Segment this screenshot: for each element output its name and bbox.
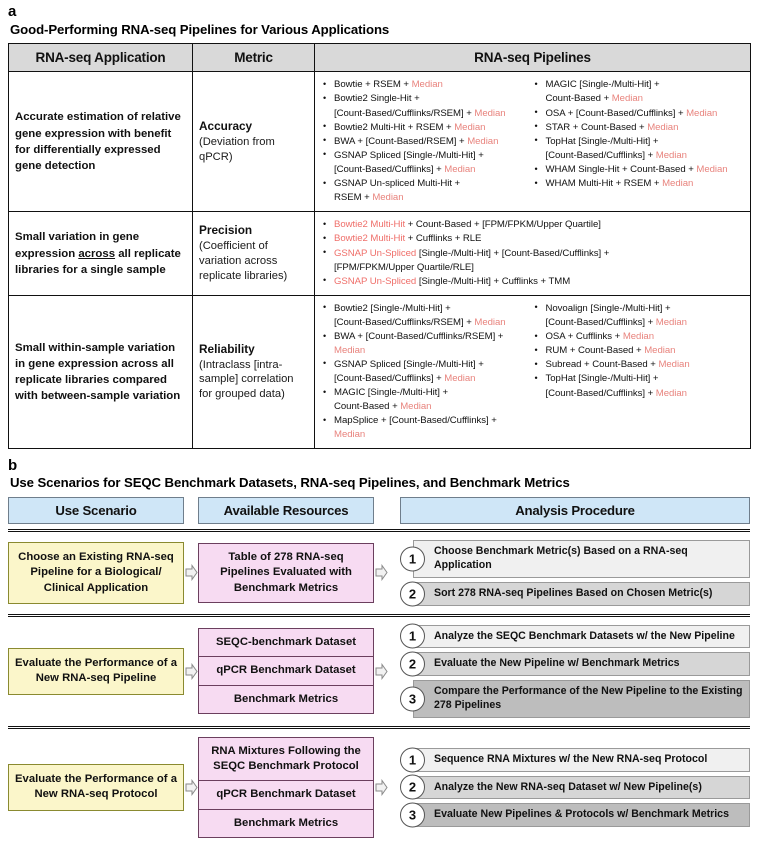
pipeline-item (321, 177, 531, 191)
scenario-box[interactable]: Evaluate the Performance of a New RNA-seq Pipeline (8, 648, 184, 695)
median-label: Median (467, 135, 499, 147)
aligner-label: Bowtie2 Multi-Hit (334, 233, 406, 245)
pipeline-item (321, 92, 531, 106)
median-label: Median (372, 192, 404, 204)
right-arrow-icon (375, 663, 388, 680)
scenario-separator (8, 726, 750, 729)
pipeline-item (321, 261, 742, 275)
pipeline-text: [Count-Based/Cufflinks] + (545, 149, 656, 161)
procedure-step[interactable] (400, 540, 750, 578)
pipeline-text: BWA + [Count-Based/Cufflinks/RSEM] + (334, 331, 504, 343)
median-label: Median (696, 164, 728, 175)
pipeline-item (533, 149, 743, 163)
column-header-use-scenario: Use Scenario (8, 497, 184, 524)
pipeline-text: MAGIC [Single-/Multi-Hit] + (545, 79, 660, 91)
step-label: Compare the Performance of the New Pipeline to the Existing 278 Pipelines (413, 680, 750, 718)
median-label: Median (474, 107, 506, 119)
pipeline-text: RSEM + (334, 192, 373, 204)
median-label: Median (655, 149, 687, 161)
resource-box[interactable]: Benchmark Metrics (199, 685, 373, 713)
right-arrow-icon (185, 564, 198, 581)
step-label: Analyze the New RNA-seq Dataset w/ New Pipeline(s) (413, 776, 750, 800)
median-label: Median (400, 401, 432, 413)
pipeline-text: [Count-Based/Cufflinks] + (545, 387, 656, 399)
aligner-label: GSNAP Un-Spliced (334, 247, 417, 259)
resources-cell (198, 543, 374, 603)
procedure-step[interactable] (400, 680, 750, 718)
scenario-separator (8, 614, 750, 617)
resource-group (198, 628, 374, 714)
scenario-box[interactable]: Evaluate the Performance of a New RNA-seq Protocol (8, 764, 184, 811)
pipeline-text: GSNAP Spliced [Single-/Multi-Hit] + (334, 149, 484, 161)
metric-cell (193, 72, 315, 212)
metric-description: (Deviation from qPCR) (199, 135, 275, 163)
pipeline-item (533, 372, 743, 386)
column-header-available-resources: Available Resources (198, 497, 374, 524)
column-header-pipelines: RNA-seq Pipelines (315, 44, 751, 72)
application-cell: Accurate estimation of relative gene expression with benefit for differentially expressed gene detection (9, 72, 193, 212)
arrow-resources-to-steps (374, 779, 388, 796)
pipeline-item (533, 78, 743, 92)
pipeline-list (321, 78, 531, 204)
pipelines-columns (321, 78, 744, 205)
pipeline-text: Subread + Count-Based + (545, 359, 659, 371)
pipeline-item (321, 358, 531, 372)
step-label: Analyze the SEQC Benchmark Datasets w/ the New Pipeline (413, 625, 750, 649)
steps-cell (400, 540, 750, 605)
scenario-row (8, 535, 750, 610)
pipeline-item (533, 387, 743, 401)
pipeline-text: GSNAP Spliced [Single-/Multi-Hit] + (334, 358, 484, 370)
metric-description: (Coefficient of variation across replicate libraries) (199, 240, 288, 282)
right-arrow-icon (185, 663, 198, 680)
table-row (9, 295, 751, 448)
pipelines-cell (315, 295, 751, 448)
arrow-scenario-to-resources (184, 564, 198, 581)
resource-box[interactable]: RNA Mixtures Following the SEQC Benchmark Protocol (199, 738, 373, 781)
resource-box[interactable]: SEQC-benchmark Dataset (199, 629, 373, 656)
scenario-row (8, 620, 750, 723)
metric-cell (193, 295, 315, 448)
pipeline-item (321, 372, 531, 386)
pipeline-item (533, 316, 743, 330)
resource-box[interactable]: qPCR Benchmark Dataset (199, 780, 373, 808)
pipeline-item (321, 275, 742, 289)
pipeline-list (321, 302, 531, 442)
scenario-list (8, 529, 750, 843)
pipeline-text: Bowtie2 [Single-/Multi-Hit] + (334, 302, 451, 314)
pipeline-item (533, 92, 743, 106)
pipeline-item (533, 344, 743, 358)
pipeline-item (321, 121, 531, 135)
metric-name: Precision (199, 223, 253, 238)
median-label: Median (334, 428, 366, 440)
pipelines-column-left (321, 78, 533, 205)
pipelines-table (8, 43, 751, 449)
resource-box[interactable]: Table of 278 RNA-seq Pipelines Evaluated with Benchmark Metrics (199, 544, 373, 602)
step-number-badge: 1 (400, 624, 425, 649)
pipeline-text: BWA + [Count-Based/RSEM] + (334, 135, 468, 147)
scenario-row (8, 732, 750, 843)
median-label: Median (611, 93, 643, 105)
pipelines-column-left (321, 302, 533, 442)
pipeline-text: TopHat [Single-/Multi-Hit] + (545, 135, 659, 147)
step-label: Evaluate the New Pipeline w/ Benchmark Metrics (413, 652, 750, 676)
step-number-badge: 3 (400, 686, 425, 711)
right-arrow-icon (185, 779, 198, 796)
pipeline-text: [Single-/Multi-Hit] + Cufflinks + TMM (416, 275, 571, 287)
scenario-box[interactable]: Choose an Existing RNA-seq Pipeline for a Biological/ Clinical Application (8, 542, 184, 604)
arrow-resources-to-steps (374, 564, 388, 581)
pipeline-text: + Count-Based + [FPM/FPKM/Upper Quartile] (405, 219, 601, 231)
scenario-cell (8, 648, 184, 695)
scenario-separator (8, 529, 750, 532)
steps-cell (400, 748, 750, 827)
arrow-resources-to-steps (374, 663, 388, 680)
pipeline-text: OSA + Cufflinks + (545, 331, 623, 343)
procedure-step[interactable] (400, 776, 750, 800)
resource-box[interactable]: qPCR Benchmark Dataset (199, 656, 373, 684)
resources-cell (198, 628, 374, 714)
pipeline-item (321, 218, 742, 232)
table-body (9, 72, 751, 449)
application-cell: Small variation in gene expression across all replicate libraries for a single sample (9, 212, 193, 296)
pipeline-text: Count-Based + (334, 401, 401, 413)
median-label: Median (655, 387, 687, 399)
pipeline-item (321, 302, 531, 316)
pipeline-text: [Count-Based/Cufflinks] + (334, 372, 445, 384)
pipeline-item (321, 400, 531, 414)
metric-cell (193, 212, 315, 296)
procedure-step[interactable] (400, 582, 750, 606)
scenario-cell (8, 764, 184, 811)
pipeline-text: Bowtie + RSEM + (334, 79, 412, 91)
pipeline-text: [FPM/FPKM/Upper Quartile/RLE] (334, 261, 474, 273)
step-number-badge: 2 (400, 775, 425, 800)
metric-name: Accuracy (199, 118, 253, 133)
pipeline-item (533, 121, 743, 135)
step-number-badge: 2 (400, 652, 425, 677)
median-label: Median (658, 359, 690, 371)
pipeline-item (321, 107, 531, 121)
steps-cell (400, 625, 750, 718)
right-arrow-icon (375, 564, 388, 581)
pipeline-text: Count-Based + (545, 93, 612, 105)
scenario-cell (8, 542, 184, 604)
step-label: Sort 278 RNA-seq Pipelines Based on Chosen Metric(s) (413, 582, 750, 606)
pipeline-text: GSNAP Un-spliced Multi-Hit + (334, 178, 461, 190)
resource-group (198, 737, 374, 838)
panel-a-letter: a (8, 3, 17, 20)
aligner-label: GSNAP Un-Spliced (334, 275, 417, 287)
panel-b-title: Use Scenarios for SEQC Benchmark Datasets, RNA-seq Pipelines, and Benchmark Metrics (10, 475, 570, 491)
pipeline-text: [Count-Based/Cufflinks/RSEM] + (334, 316, 475, 328)
median-label: Median (686, 107, 718, 119)
pipeline-text: OSA + [Count-Based/Cufflinks] + (545, 107, 687, 119)
pipelines-column-right (533, 302, 745, 442)
pipeline-text: MAGIC [Single-/Multi-Hit] + (334, 387, 449, 399)
median-label: Median (655, 316, 687, 328)
column-header-analysis-procedure: Analysis Procedure (400, 497, 750, 524)
pipeline-list (533, 78, 743, 190)
pipeline-text: WHAM Multi-Hit + RSEM + (545, 178, 663, 190)
aligner-label: Bowtie2 Multi-Hit (334, 219, 406, 231)
median-label: Median (647, 121, 679, 133)
procedure-step[interactable] (400, 652, 750, 676)
step-label: Sequence RNA Mixtures w/ the New RNA-seq Protocol (413, 748, 750, 772)
pipeline-text: Bowtie2 Single-Hit + (334, 93, 420, 105)
pipeline-item (321, 163, 531, 177)
right-arrow-icon (375, 779, 388, 796)
column-header-application: RNA-seq Application (9, 44, 193, 72)
median-label: Median (474, 316, 506, 328)
metric-name: Reliability (199, 341, 255, 356)
step-number-badge: 2 (400, 581, 425, 606)
pipelines-column-left (321, 218, 744, 289)
pipeline-list (533, 302, 743, 400)
median-label: Median (644, 345, 676, 357)
pipeline-text: [Count-Based/Cufflinks/RSEM] + (334, 107, 475, 119)
table-header-row (9, 44, 751, 72)
procedure-step[interactable] (400, 803, 750, 827)
pipeline-text: [Count-Based/Cufflinks] + (545, 316, 656, 328)
pipelines-cell (315, 72, 751, 212)
pipeline-list (321, 218, 742, 288)
median-label: Median (411, 79, 443, 91)
median-label: Median (334, 344, 366, 356)
table-row (9, 72, 751, 212)
resources-cell (198, 737, 374, 838)
pipeline-item (533, 358, 743, 372)
column-header-metric: Metric (193, 44, 315, 72)
pipeline-item (533, 163, 743, 177)
pipelines-columns (321, 218, 744, 289)
pipeline-item (321, 149, 531, 163)
pipeline-text: [Count-Based/Cufflinks] + (334, 164, 445, 175)
pipeline-text: [Single-/Multi-Hit] + [Count-Based/Cufflinks] + (416, 247, 610, 259)
median-label: Median (444, 164, 476, 175)
pipeline-item (533, 177, 743, 191)
step-label: Choose Benchmark Metric(s) Based on a RNA-seq Application (413, 540, 750, 578)
pipeline-text: TopHat [Single-/Multi-Hit] + (545, 373, 659, 385)
underlined-word: across (78, 247, 116, 260)
pipeline-item (321, 191, 531, 205)
pipelines-columns (321, 302, 744, 442)
pipeline-text: RUM + Count-Based + (545, 345, 645, 357)
panel-b-header-row (8, 497, 750, 524)
arrow-scenario-to-resources (184, 663, 198, 680)
pipeline-text: Bowtie2 Multi-Hit + RSEM + (334, 121, 455, 133)
median-label: Median (454, 121, 486, 133)
median-label: Median (444, 372, 476, 384)
step-number-badge: 1 (400, 747, 425, 772)
pipeline-item (321, 232, 742, 246)
pipeline-item (533, 330, 743, 344)
pipeline-text: + Cufflinks + RLE (405, 233, 482, 245)
step-number-badge: 3 (400, 803, 425, 828)
pipeline-item (321, 135, 531, 149)
procedure-step[interactable] (400, 748, 750, 772)
pipeline-item (321, 330, 531, 357)
pipeline-item (533, 135, 743, 149)
table-row (9, 212, 751, 296)
use-scenarios-diagram (8, 497, 750, 843)
step-label: Evaluate New Pipelines & Protocols w/ Benchmark Metrics (413, 803, 750, 827)
pipeline-text: STAR + Count-Based + (545, 121, 648, 133)
pipeline-text: MapSplice + [Count-Based/Cufflinks] + (334, 415, 497, 427)
pipeline-text: Novoalign [Single-/Multi-Hit] + (545, 302, 671, 314)
resource-group (198, 543, 374, 603)
pipeline-item (321, 386, 531, 400)
panel-a-title: Good-Performing RNA-seq Pipelines for Various Applications (10, 21, 390, 37)
pipeline-text: WHAM Single-Hit + Count-Based + (545, 164, 697, 175)
median-label: Median (662, 178, 694, 190)
panel-b-letter: b (8, 456, 18, 474)
pipeline-item (321, 78, 531, 92)
pipeline-item (533, 302, 743, 316)
pipelines-cell (315, 212, 751, 296)
pipelines-column-right (533, 78, 745, 205)
pipeline-item (533, 107, 743, 121)
pipeline-item (321, 414, 531, 441)
arrow-scenario-to-resources (184, 779, 198, 796)
pipeline-item (321, 316, 531, 330)
pipeline-item (321, 247, 742, 261)
resource-box[interactable]: Benchmark Metrics (199, 809, 373, 837)
step-number-badge: 1 (400, 547, 425, 572)
metric-description: (Intraclass [intra-sample] correlation for grouped data) (199, 358, 294, 401)
median-label: Median (622, 331, 654, 343)
procedure-step[interactable] (400, 625, 750, 649)
application-cell: Small within-sample variation in gene expression across all replicate libraries compared with between-sample variation (9, 295, 193, 448)
